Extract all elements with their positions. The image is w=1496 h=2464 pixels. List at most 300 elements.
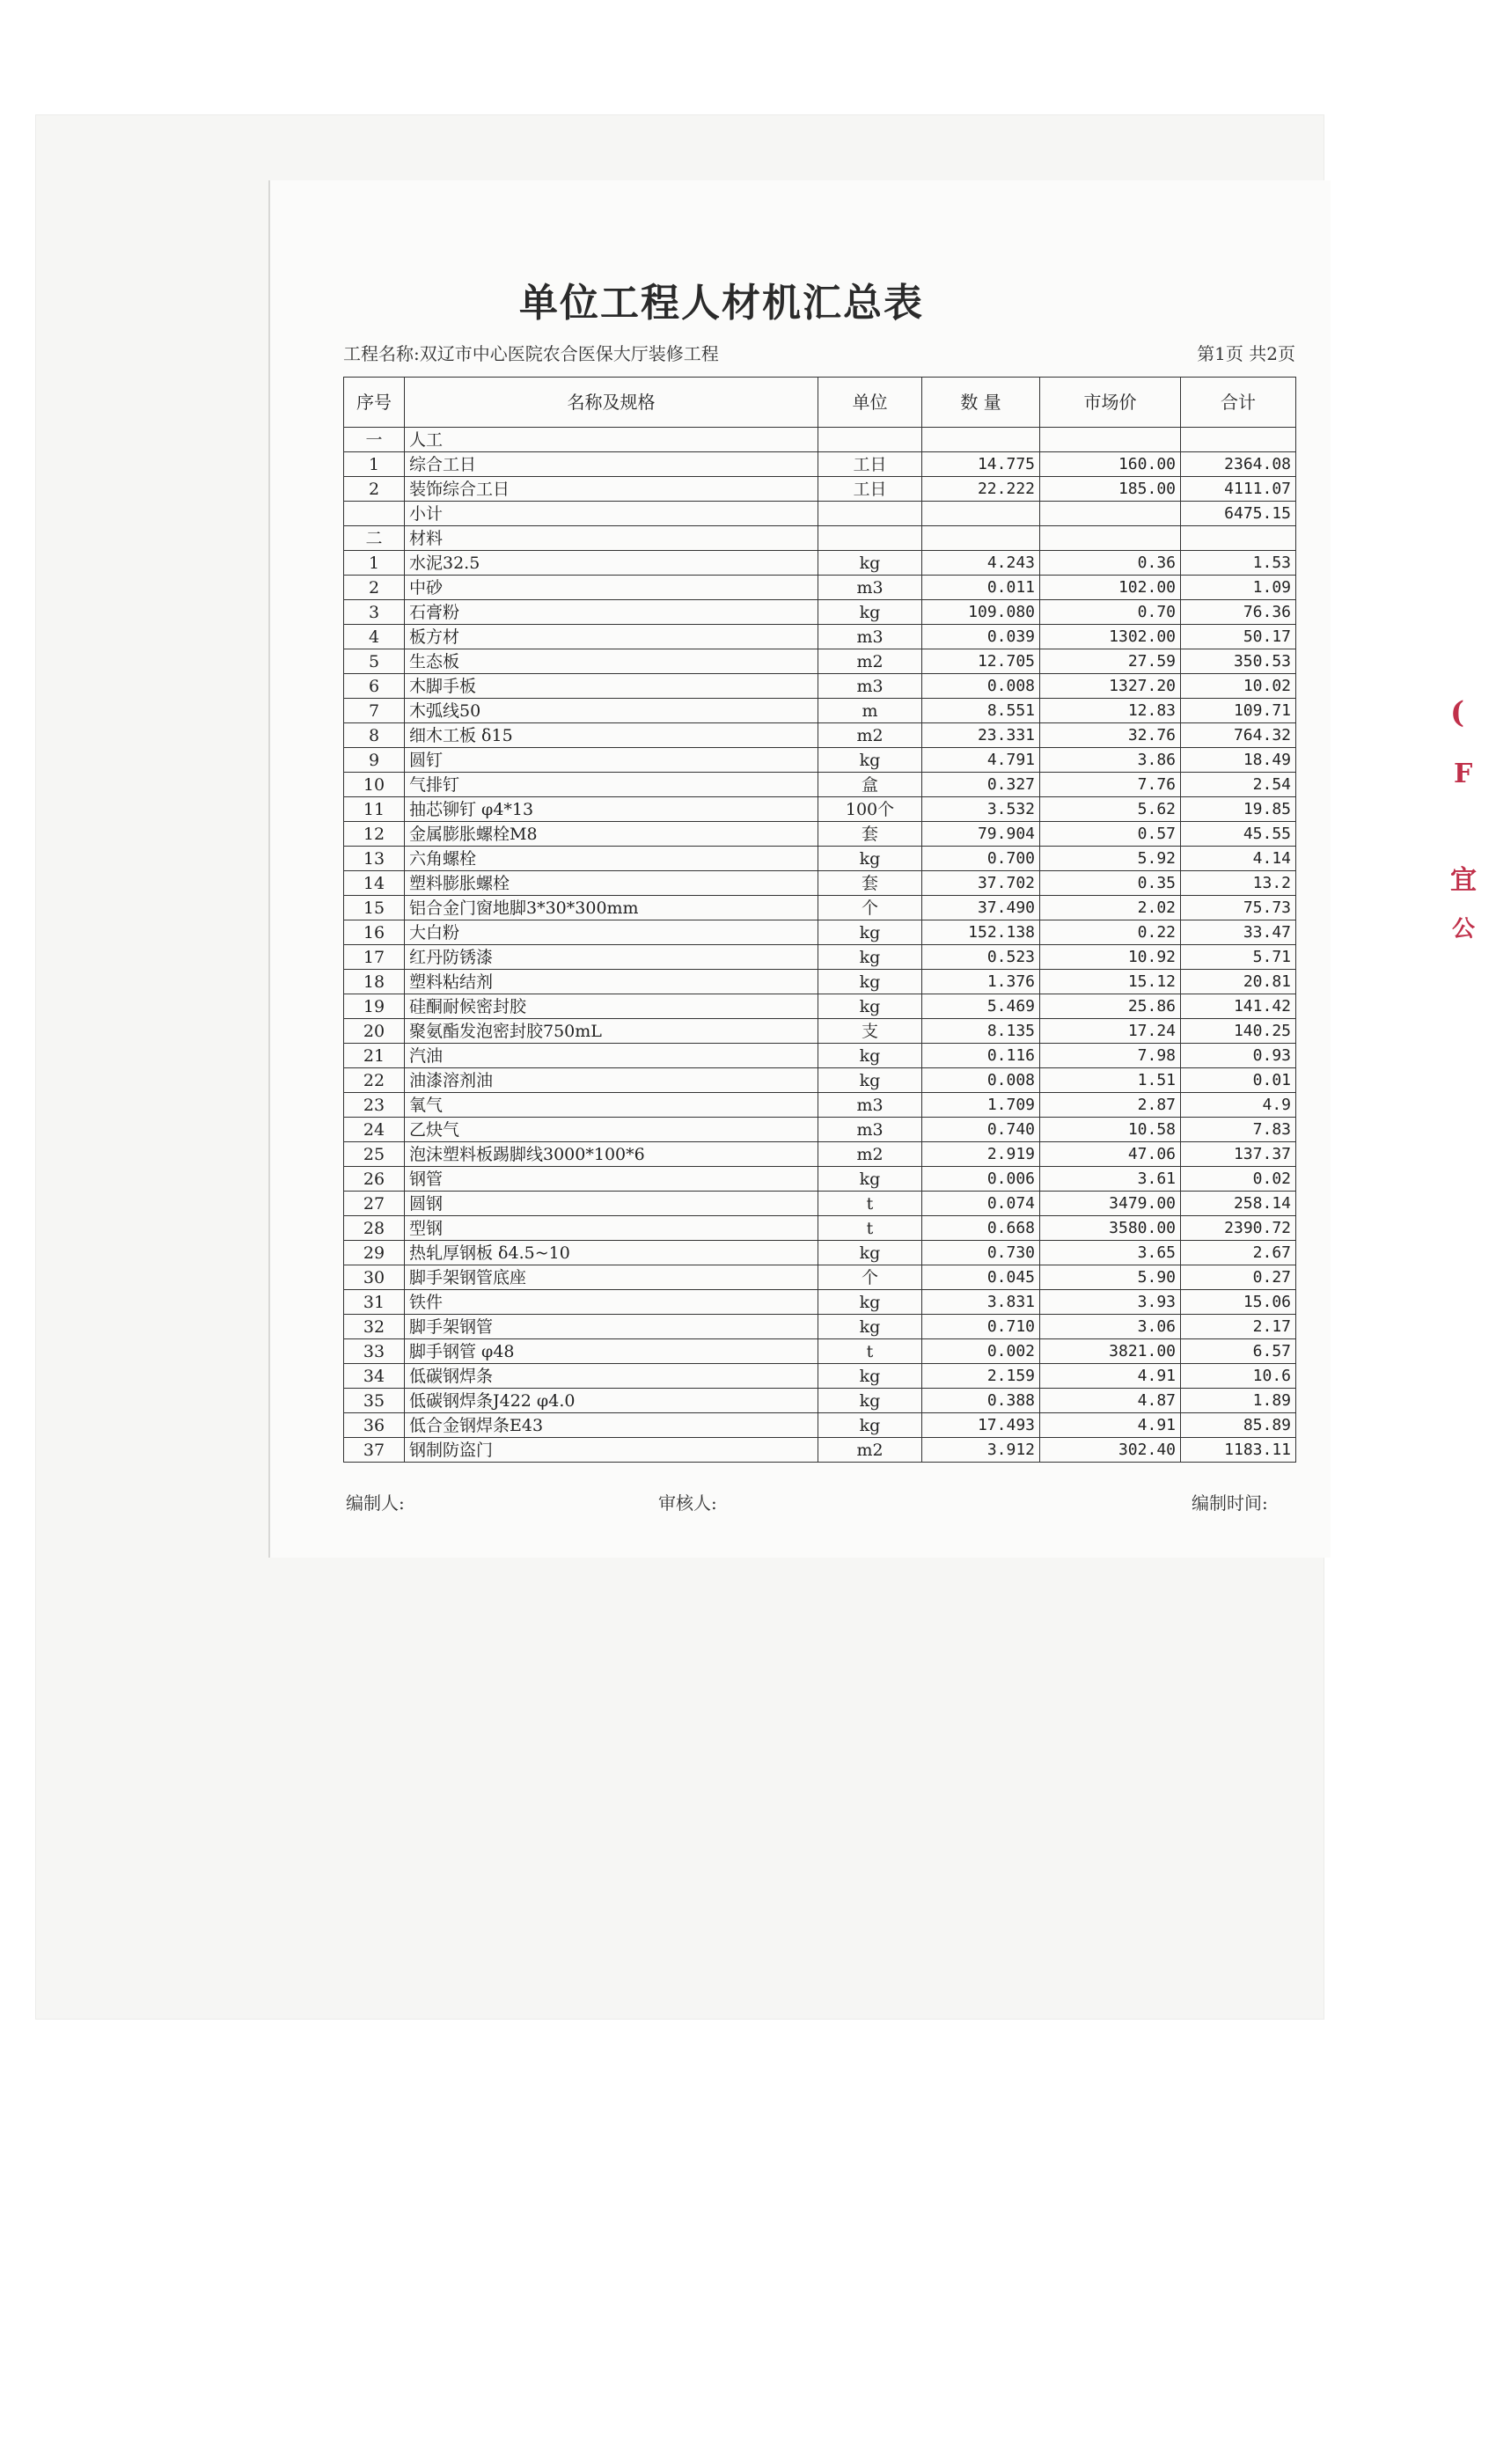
row-total: 2.54 (1181, 773, 1296, 797)
row-price: 0.35 (1040, 871, 1181, 896)
row-total: 2.17 (1181, 1315, 1296, 1339)
row-unit: kg (818, 1167, 922, 1192)
table-row (344, 699, 1296, 723)
row-index: 8 (344, 723, 405, 748)
row-price: 0.36 (1040, 551, 1181, 576)
row-total: 0.02 (1181, 1167, 1296, 1192)
row-price: 0.70 (1040, 600, 1181, 625)
row-price: 3.61 (1040, 1167, 1181, 1192)
row-quantity: 37.702 (922, 871, 1040, 896)
row-index: 9 (344, 748, 405, 773)
row-name: 脚手架钢管 (405, 1315, 818, 1339)
col-header-price: 市场价 (1040, 378, 1181, 428)
row-price: 10.92 (1040, 945, 1181, 970)
table-row (344, 1438, 1296, 1463)
document-title: 单位工程人材机汇总表 (519, 281, 924, 326)
row-name: 装饰综合工日 (405, 477, 818, 502)
prepared-by-label: 编制人: (346, 1492, 405, 1514)
margin-mark: ( (1450, 695, 1465, 730)
row-total: 45.55 (1181, 822, 1296, 847)
row-quantity (922, 502, 1040, 526)
row-index: 21 (344, 1044, 405, 1068)
row-name: 小计 (405, 502, 818, 526)
table-row (344, 970, 1296, 994)
row-price: 7.98 (1040, 1044, 1181, 1068)
row-quantity: 0.045 (922, 1265, 1040, 1290)
row-quantity: 12.705 (922, 649, 1040, 674)
row-total: 75.73 (1181, 896, 1296, 920)
project-name: 工程名称:双辽市中心医院农合医保大厅装修工程 (343, 343, 719, 364)
row-total: 7.83 (1181, 1118, 1296, 1142)
row-unit: m3 (818, 576, 922, 600)
row-quantity: 0.327 (922, 773, 1040, 797)
row-unit: 工日 (818, 452, 922, 477)
table-row (344, 1019, 1296, 1044)
row-price: 25.86 (1040, 994, 1181, 1019)
row-unit: kg (818, 1044, 922, 1068)
table-row (344, 1389, 1296, 1413)
row-index: 20 (344, 1019, 405, 1044)
row-unit: kg (818, 1241, 922, 1265)
row-price: 3.06 (1040, 1315, 1181, 1339)
row-total: 109.71 (1181, 699, 1296, 723)
table-row (344, 1339, 1296, 1364)
row-total: 350.53 (1181, 649, 1296, 674)
row-index: 17 (344, 945, 405, 970)
row-total: 10.02 (1181, 674, 1296, 699)
row-name: 聚氨酯发泡密封胶750mL (405, 1019, 818, 1044)
row-index: 24 (344, 1118, 405, 1142)
col-header-index: 序号 (344, 378, 405, 428)
row-quantity: 23.331 (922, 723, 1040, 748)
row-index: 2 (344, 576, 405, 600)
row-total: 20.81 (1181, 970, 1296, 994)
row-index: 1 (344, 551, 405, 576)
row-index: 一 (344, 428, 405, 452)
table-row (344, 576, 1296, 600)
table-row (344, 1093, 1296, 1118)
row-unit: kg (818, 1389, 922, 1413)
table-row (344, 920, 1296, 945)
row-unit: m3 (818, 1093, 922, 1118)
row-unit: kg (818, 920, 922, 945)
row-quantity: 3.532 (922, 797, 1040, 822)
table-row (344, 1413, 1296, 1438)
row-price: 3.65 (1040, 1241, 1181, 1265)
row-total: 5.71 (1181, 945, 1296, 970)
row-name: 抽芯铆钉 φ4*13 (405, 797, 818, 822)
row-unit: m2 (818, 1142, 922, 1167)
row-index: 25 (344, 1142, 405, 1167)
row-index: 14 (344, 871, 405, 896)
row-quantity: 0.710 (922, 1315, 1040, 1339)
table-row (344, 452, 1296, 477)
row-price: 4.87 (1040, 1389, 1181, 1413)
row-index (344, 502, 405, 526)
table-row (344, 847, 1296, 871)
row-price: 47.06 (1040, 1142, 1181, 1167)
row-quantity: 5.469 (922, 994, 1040, 1019)
row-unit: kg (818, 970, 922, 994)
row-total: 1183.11 (1181, 1438, 1296, 1463)
row-index: 12 (344, 822, 405, 847)
row-quantity: 0.668 (922, 1216, 1040, 1241)
table-row (344, 625, 1296, 649)
row-price: 102.00 (1040, 576, 1181, 600)
table-row (344, 1315, 1296, 1339)
row-price: 2.02 (1040, 896, 1181, 920)
row-price: 4.91 (1040, 1413, 1181, 1438)
row-index: 33 (344, 1339, 405, 1364)
table-row (344, 1265, 1296, 1290)
row-unit: kg (818, 551, 922, 576)
row-unit: 工日 (818, 477, 922, 502)
table-row (344, 797, 1296, 822)
row-name: 泡沫塑料板踢脚线3000*100*6 (405, 1142, 818, 1167)
row-quantity: 0.074 (922, 1192, 1040, 1216)
row-price: 5.62 (1040, 797, 1181, 822)
row-quantity: 152.138 (922, 920, 1040, 945)
row-total: 0.27 (1181, 1265, 1296, 1290)
row-unit: m3 (818, 1118, 922, 1142)
row-price: 4.91 (1040, 1364, 1181, 1389)
row-quantity: 8.135 (922, 1019, 1040, 1044)
row-name: 细木工板 δ15 (405, 723, 818, 748)
row-name: 人工 (405, 428, 818, 452)
row-name: 材料 (405, 526, 818, 551)
row-name: 钢制防盗门 (405, 1438, 818, 1463)
row-name: 汽油 (405, 1044, 818, 1068)
row-quantity: 0.388 (922, 1389, 1040, 1413)
row-unit: kg (818, 1364, 922, 1389)
row-unit: kg (818, 994, 922, 1019)
row-name: 红丹防锈漆 (405, 945, 818, 970)
row-unit: kg (818, 1290, 922, 1315)
table-row (344, 526, 1296, 551)
row-quantity: 0.039 (922, 625, 1040, 649)
row-quantity: 0.730 (922, 1241, 1040, 1265)
row-price: 1327.20 (1040, 674, 1181, 699)
row-unit (818, 428, 922, 452)
row-quantity: 0.740 (922, 1118, 1040, 1142)
row-total: 1.09 (1181, 576, 1296, 600)
row-price: 3580.00 (1040, 1216, 1181, 1241)
table-row (344, 1142, 1296, 1167)
row-index: 2 (344, 477, 405, 502)
row-unit: t (818, 1216, 922, 1241)
row-price: 27.59 (1040, 649, 1181, 674)
row-unit: m3 (818, 625, 922, 649)
table-body (344, 428, 1296, 1463)
table-row (344, 1068, 1296, 1093)
row-quantity: 0.006 (922, 1167, 1040, 1192)
row-unit: kg (818, 748, 922, 773)
row-name: 热轧厚钢板 δ4.5~10 (405, 1241, 818, 1265)
row-price: 2.87 (1040, 1093, 1181, 1118)
table-row (344, 773, 1296, 797)
row-index: 22 (344, 1068, 405, 1093)
row-price: 1302.00 (1040, 625, 1181, 649)
row-price: 3.93 (1040, 1290, 1181, 1315)
row-name: 硅酮耐候密封胶 (405, 994, 818, 1019)
table-row (344, 994, 1296, 1019)
row-total: 33.47 (1181, 920, 1296, 945)
table-row (344, 896, 1296, 920)
row-index: 4 (344, 625, 405, 649)
table-row (344, 649, 1296, 674)
row-index: 19 (344, 994, 405, 1019)
row-total: 0.93 (1181, 1044, 1296, 1068)
row-index: 23 (344, 1093, 405, 1118)
row-unit: kg (818, 1068, 922, 1093)
table-row (344, 822, 1296, 847)
row-index: 1 (344, 452, 405, 477)
row-name: 石膏粉 (405, 600, 818, 625)
row-price: 3821.00 (1040, 1339, 1181, 1364)
row-total: 0.01 (1181, 1068, 1296, 1093)
row-name: 钢管 (405, 1167, 818, 1192)
row-unit: 支 (818, 1019, 922, 1044)
row-name: 油漆溶剂油 (405, 1068, 818, 1093)
reviewed-by-label: 审核人: (658, 1492, 717, 1514)
row-index: 32 (344, 1315, 405, 1339)
row-quantity: 4.791 (922, 748, 1040, 773)
row-price: 12.83 (1040, 699, 1181, 723)
row-index: 35 (344, 1389, 405, 1413)
row-index: 28 (344, 1216, 405, 1241)
table-row (344, 1290, 1296, 1315)
row-unit (818, 502, 922, 526)
row-total: 10.6 (1181, 1364, 1296, 1389)
row-name: 水泥32.5 (405, 551, 818, 576)
row-index: 11 (344, 797, 405, 822)
row-unit: m2 (818, 649, 922, 674)
row-index: 37 (344, 1438, 405, 1463)
row-quantity: 3.912 (922, 1438, 1040, 1463)
row-name: 低碳钢焊条J422 φ4.0 (405, 1389, 818, 1413)
row-quantity: 3.831 (922, 1290, 1040, 1315)
row-total (1181, 526, 1296, 551)
row-price: 5.92 (1040, 847, 1181, 871)
row-unit: t (818, 1339, 922, 1364)
table-row (344, 748, 1296, 773)
row-name: 低碳钢焊条 (405, 1364, 818, 1389)
row-total: 6475.15 (1181, 502, 1296, 526)
row-unit: kg (818, 847, 922, 871)
row-unit: m2 (818, 1438, 922, 1463)
row-name: 圆钢 (405, 1192, 818, 1216)
row-name: 气排钉 (405, 773, 818, 797)
row-unit: kg (818, 1315, 922, 1339)
row-index: 26 (344, 1167, 405, 1192)
table-row (344, 1118, 1296, 1142)
row-name: 乙炔气 (405, 1118, 818, 1142)
table-row (344, 1044, 1296, 1068)
row-quantity: 4.243 (922, 551, 1040, 576)
row-index: 10 (344, 773, 405, 797)
table-row (344, 1364, 1296, 1389)
row-unit: kg (818, 1413, 922, 1438)
margin-mark: F (1454, 759, 1473, 789)
row-total: 6.57 (1181, 1339, 1296, 1364)
row-quantity: 1.376 (922, 970, 1040, 994)
row-quantity (922, 428, 1040, 452)
row-total: 76.36 (1181, 600, 1296, 625)
row-price: 0.22 (1040, 920, 1181, 945)
table-row (344, 477, 1296, 502)
row-quantity: 0.011 (922, 576, 1040, 600)
row-index: 7 (344, 699, 405, 723)
row-quantity (922, 526, 1040, 551)
row-price: 160.00 (1040, 452, 1181, 477)
row-unit: 套 (818, 871, 922, 896)
row-total: 764.32 (1181, 723, 1296, 748)
row-price: 302.40 (1040, 1438, 1181, 1463)
row-price: 10.58 (1040, 1118, 1181, 1142)
row-price: 15.12 (1040, 970, 1181, 994)
row-name: 脚手架钢管底座 (405, 1265, 818, 1290)
row-name: 塑料粘结剂 (405, 970, 818, 994)
table-row (344, 871, 1296, 896)
table-row (344, 428, 1296, 452)
row-total: 140.25 (1181, 1019, 1296, 1044)
row-unit: 个 (818, 896, 922, 920)
row-name: 型钢 (405, 1216, 818, 1241)
row-quantity: 0.002 (922, 1339, 1040, 1364)
table-row (344, 674, 1296, 699)
row-quantity: 0.700 (922, 847, 1040, 871)
row-name: 木弧线50 (405, 699, 818, 723)
col-header-total: 合计 (1181, 378, 1296, 428)
row-total: 50.17 (1181, 625, 1296, 649)
row-quantity: 8.551 (922, 699, 1040, 723)
row-total: 4111.07 (1181, 477, 1296, 502)
row-quantity: 2.159 (922, 1364, 1040, 1389)
row-index: 16 (344, 920, 405, 945)
row-price (1040, 502, 1181, 526)
row-quantity: 0.008 (922, 674, 1040, 699)
summary-table (343, 377, 1296, 1463)
row-name: 中砂 (405, 576, 818, 600)
row-unit: 100个 (818, 797, 922, 822)
row-quantity: 1.709 (922, 1093, 1040, 1118)
table-row (344, 723, 1296, 748)
row-price: 17.24 (1040, 1019, 1181, 1044)
row-index: 15 (344, 896, 405, 920)
table-row (344, 945, 1296, 970)
row-name: 氧气 (405, 1093, 818, 1118)
table-row (344, 1192, 1296, 1216)
table-row (344, 1167, 1296, 1192)
row-unit (818, 526, 922, 551)
row-total: 2364.08 (1181, 452, 1296, 477)
row-index: 5 (344, 649, 405, 674)
row-name: 圆钉 (405, 748, 818, 773)
row-quantity: 0.523 (922, 945, 1040, 970)
row-total: 1.53 (1181, 551, 1296, 576)
row-name: 板方材 (405, 625, 818, 649)
row-total: 141.42 (1181, 994, 1296, 1019)
margin-mark: 公 (1452, 916, 1476, 942)
page-indicator: 第1页 共2页 (1197, 343, 1295, 364)
row-unit: t (818, 1192, 922, 1216)
row-unit: 盒 (818, 773, 922, 797)
row-index: 二 (344, 526, 405, 551)
row-name: 综合工日 (405, 452, 818, 477)
row-name: 铁件 (405, 1290, 818, 1315)
row-index: 3 (344, 600, 405, 625)
row-total: 13.2 (1181, 871, 1296, 896)
row-quantity: 2.919 (922, 1142, 1040, 1167)
row-quantity: 22.222 (922, 477, 1040, 502)
row-index: 30 (344, 1265, 405, 1290)
row-unit: m3 (818, 674, 922, 699)
row-quantity: 14.775 (922, 452, 1040, 477)
row-unit: 套 (818, 822, 922, 847)
row-price: 3.86 (1040, 748, 1181, 773)
row-price: 32.76 (1040, 723, 1181, 748)
row-index: 31 (344, 1290, 405, 1315)
table-row (344, 551, 1296, 576)
row-total: 1.89 (1181, 1389, 1296, 1413)
row-name: 低合金钢焊条E43 (405, 1413, 818, 1438)
row-unit: m2 (818, 723, 922, 748)
row-total: 4.14 (1181, 847, 1296, 871)
row-index: 13 (344, 847, 405, 871)
col-header-name: 名称及规格 (405, 378, 818, 428)
table-header-row (344, 378, 1296, 428)
row-quantity: 0.008 (922, 1068, 1040, 1093)
table-row (344, 1216, 1296, 1241)
col-header-unit: 单位 (818, 378, 922, 428)
row-index: 29 (344, 1241, 405, 1265)
row-total: 18.49 (1181, 748, 1296, 773)
row-price (1040, 428, 1181, 452)
prepared-time-label: 编制时间: (1192, 1492, 1268, 1514)
row-unit: kg (818, 945, 922, 970)
row-price: 5.90 (1040, 1265, 1181, 1290)
row-total: 19.85 (1181, 797, 1296, 822)
row-name: 金属膨胀螺栓M8 (405, 822, 818, 847)
row-price: 185.00 (1040, 477, 1181, 502)
row-quantity: 37.490 (922, 896, 1040, 920)
row-index: 27 (344, 1192, 405, 1216)
table-row (344, 502, 1296, 526)
row-total: 4.9 (1181, 1093, 1296, 1118)
row-index: 6 (344, 674, 405, 699)
row-index: 34 (344, 1364, 405, 1389)
row-price: 7.76 (1040, 773, 1181, 797)
row-total: 2.67 (1181, 1241, 1296, 1265)
row-total: 258.14 (1181, 1192, 1296, 1216)
row-unit: m (818, 699, 922, 723)
row-price: 1.51 (1040, 1068, 1181, 1093)
row-name: 木脚手板 (405, 674, 818, 699)
row-total: 137.37 (1181, 1142, 1296, 1167)
row-unit: kg (818, 600, 922, 625)
row-name: 铝合金门窗地脚3*30*300mm (405, 896, 818, 920)
row-index: 18 (344, 970, 405, 994)
row-name: 大白粉 (405, 920, 818, 945)
row-unit: 个 (818, 1265, 922, 1290)
row-name: 脚手钢管 φ48 (405, 1339, 818, 1364)
row-price: 0.57 (1040, 822, 1181, 847)
row-quantity: 17.493 (922, 1413, 1040, 1438)
row-name: 六角螺栓 (405, 847, 818, 871)
row-total: 2390.72 (1181, 1216, 1296, 1241)
table-row (344, 1241, 1296, 1265)
row-total: 15.06 (1181, 1290, 1296, 1315)
